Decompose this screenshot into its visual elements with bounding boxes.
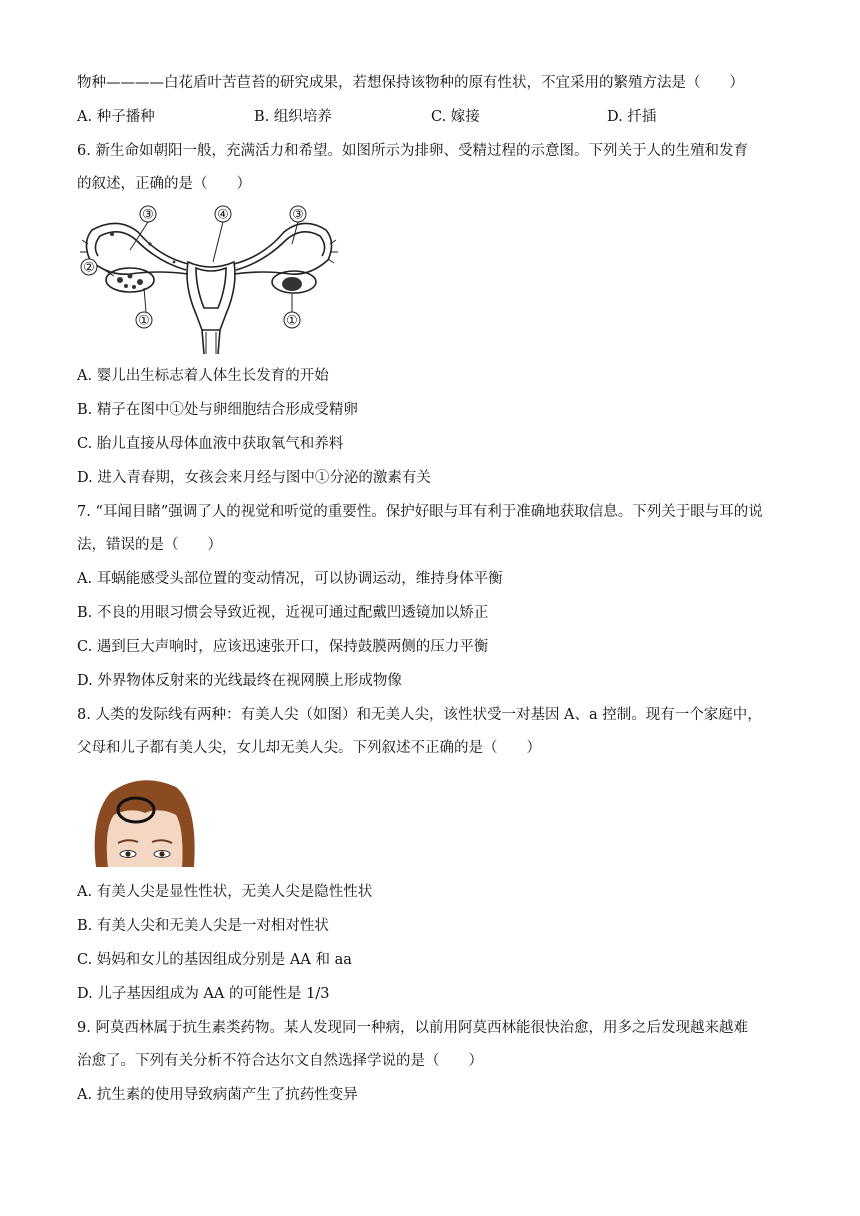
q6-option-b: B. 精子在图中①处与卵细胞结合形成受精卵: [77, 402, 358, 418]
q8-option-c: C. 妈妈和女儿的基因组成分别是 AA 和 aa: [77, 952, 352, 968]
q6-stem-line2: 的叙述，正确的是（ ）: [77, 176, 251, 192]
q8-stem-line2: 父母和儿子都有美人尖，女儿却无美人尖。下列叙述不正确的是（ ）: [77, 740, 541, 756]
q6-option-a: A. 婴儿出生标志着人体生长发育的开始: [77, 368, 329, 384]
q7-stem-line2: 法，错误的是（ ）: [77, 537, 222, 553]
q9-stem-line1: 9. 阿莫西林属于抗生素类药物。某人发现同一种病，以前用阿莫西林能很快治愈，用多之后发现越来越难: [77, 1020, 748, 1036]
label-1-left: ①: [138, 313, 150, 329]
q5-option-d: D. 扦插: [607, 109, 657, 125]
q5-option-b: B. 组织培养: [254, 109, 332, 125]
label-4: ④: [217, 207, 229, 223]
q9-stem-line2: 治愈了。下列有关分析不符合达尔文自然选择学说的是（ ）: [77, 1053, 483, 1069]
q5-stem: 物种————白花盾叶苦苣苔的研究成果，若想保持该物种的原有性状，不宜采用的繁殖方法是（ ）: [77, 75, 744, 91]
q5-option-c: C. 嫁接: [431, 109, 480, 125]
q9-option-a: A. 抗生素的使用导致病菌产生了抗药性变异: [77, 1087, 358, 1103]
q5-option-a: A. 种子播种: [77, 109, 155, 125]
widows-peak-face-image: [90, 777, 200, 867]
q6-stem-line1: 6. 新生命如朝阳一般，充满活力和希望。如图所示为排卵、受精过程的示意图。下列关于人的生殖和发育: [77, 143, 748, 159]
q6-option-d: D. 进入青春期，女孩会来月经与图中①分泌的激素有关: [77, 470, 431, 486]
uterus-ovary-diagram: [78, 204, 338, 356]
label-3-right: ③: [292, 207, 304, 223]
q7-option-b: B. 不良的用眼习惯会导致近视，近视可通过配戴凹透镜加以矫正: [77, 605, 489, 621]
label-1-right: ①: [286, 313, 298, 329]
q8-stem-line1: 8. 人类的发际线有两种：有美人尖（如图）和无美人尖，该性状受一对基因 A、a 控制。现有一个家庭中，: [77, 707, 762, 723]
q8-option-d: D. 儿子基因组成为 AA 的可能性是 1/3: [77, 986, 330, 1002]
q6-option-c: C. 胎儿直接从母体血液中获取氧气和养料: [77, 436, 344, 452]
q8-option-a: A. 有美人尖是显性性状，无美人尖是隐性性状: [77, 884, 373, 900]
q8-option-b: B. 有美人尖和无美人尖是一对相对性状: [77, 918, 329, 934]
label-2: ②: [83, 260, 95, 276]
q7-option-a: A. 耳蜗能感受头部位置的变动情况，可以协调运动，维持身体平衡: [77, 571, 503, 587]
label-3-left: ③: [142, 207, 154, 223]
q7-option-d: D. 外界物体反射来的光线最终在视网膜上形成物像: [77, 673, 402, 689]
q7-stem-line1: 7. “耳闻目睹”强调了人的视觉和听觉的重要性。保护好眼与耳有利于准确地获取信息。下列关于眼与耳的说: [77, 504, 763, 520]
q7-option-c: C. 遇到巨大声响时，应该迅速张开口，保持鼓膜两侧的压力平衡: [77, 639, 489, 655]
